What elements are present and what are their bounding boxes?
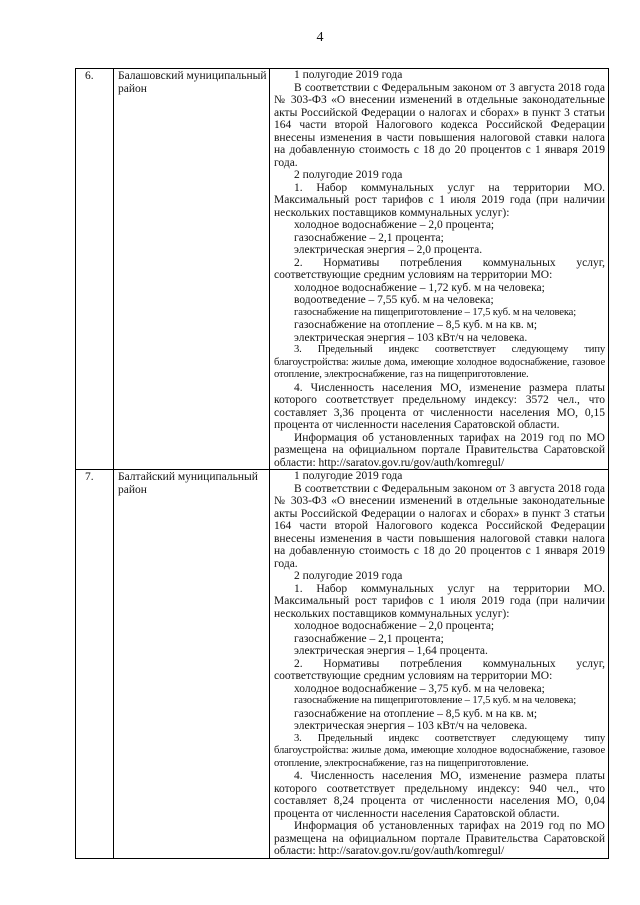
consumption-norm-item: газоснабжение на отопление – 8,5 куб. м на кв. м; bbox=[294, 319, 538, 331]
half-year-2-heading: 2 полугодие 2019 года bbox=[294, 570, 403, 582]
consumption-norm-item: электрическая энергия – 103 кВт/ч на человека. bbox=[294, 331, 528, 344]
tariff-growth-item: электрическая энергия – 1,64 процента. bbox=[294, 645, 488, 657]
table-row bbox=[76, 69, 609, 470]
consumption-norm-item: газоснабжение на отопление – 8,5 куб. м на кв. м; bbox=[294, 707, 538, 720]
tariff-info-cell bbox=[270, 470, 609, 859]
tariff-info-cell bbox=[270, 69, 609, 470]
half-year-1-heading: 1 полугодие 2019 года bbox=[294, 470, 403, 482]
consumption-norm-item: электрическая энергия – 103 кВт/ч на человека. bbox=[294, 720, 528, 732]
row-number-cell bbox=[76, 69, 114, 470]
region-cell bbox=[114, 69, 270, 470]
row-number-cell bbox=[76, 470, 114, 859]
consumption-norm-item: холодное водоснабжение – 1,72 куб. м на человека; bbox=[294, 281, 545, 294]
row-number: 6. bbox=[85, 70, 94, 82]
half-year-2-heading: 2 полугодие 2019 года bbox=[294, 169, 403, 181]
consumption-norm-item: водоотведение – 7,55 куб. м на человека; bbox=[294, 294, 494, 306]
population-paragraph: 4. Численность населения МО, изменение размера платы которого соответствует предельному индексу: 3572 чел., что составляет 3,36 процента от численности населения МО, 0,15 процента от численности населения Саратовской области. bbox=[274, 381, 605, 431]
tariff-growth-item: газоснабжение – 2,1 процента; bbox=[294, 231, 444, 244]
tariff-portal-paragraph: Информация об установленных тарифах на 2019 год по МО размещена на официальном портале Правительства Саратовской области: http://saratov.gov.ru/gov/auth/komregul/ bbox=[274, 820, 605, 857]
half-year-1-heading: 1 полугодие 2019 года bbox=[294, 69, 403, 81]
tariff-growth-item: электрическая энергия – 2,0 процента. bbox=[294, 244, 483, 256]
municipal-tariffs-table bbox=[75, 68, 609, 859]
page-number: 4 bbox=[316, 30, 324, 45]
consumption-norms-paragraph: 2. Нормативы потребления коммунальных услуг, соответствующие средним условиям на территории МО: bbox=[274, 256, 605, 281]
utility-set-paragraph: 1. Набор коммунальных услуг на территории МО. Максимальный рост тарифов с 1 июля 2019 года (при наличии нескольких поставщиков коммунальных услуг): bbox=[274, 582, 605, 620]
tariff-growth-item: холодное водоснабжение – 2,0 процента; bbox=[294, 219, 495, 231]
table-row bbox=[76, 470, 609, 859]
tariff-info bbox=[270, 470, 608, 858]
vat-change-paragraph: В соответствии с Федеральным законом от 3 августа 2018 года № 303-ФЗ «О внесении изменений в отдельные законодательные акты Российской Федерации о налогах и сборах» в пункт 3 статьи 164 части второй Налогового кодекса Российской Федерации внесены изменения в части повышения налоговой ставки налога на добавленную стоимость с 18 до 20 процентов с 1 января 2019 года. bbox=[274, 482, 605, 570]
consumption-norms-paragraph: 2. Нормативы потребления коммунальных услуг, соответствующие средним условиям на территории МО: bbox=[274, 657, 605, 682]
tariff-info bbox=[270, 69, 608, 469]
consumption-norm-item: газоснабжение на пищеприготовление – 17,5 куб. м на человека; bbox=[294, 306, 577, 318]
tariff-growth-item: холодное водоснабжение – 2,0 процента; bbox=[294, 620, 495, 632]
tariff-growth-item: газоснабжение – 2,1 процента; bbox=[294, 632, 444, 645]
index-type-paragraph: 3. Предельный индекс соответствует следующему типу благоустройства: жилые дома, имеющие холодное водоснабжение, газовое отопление, электроснабжение, газ на пищеприготовление. bbox=[274, 732, 605, 769]
tariff-portal-paragraph: Информация об установленных тарифах на 2019 год по МО размещена на официальном портале Правительства Саратовской области: http://saratov.gov.ru/gov/auth/komregul/ bbox=[274, 431, 605, 469]
vat-change-paragraph: В соответствии с Федеральным законом от 3 августа 2018 года № 303-ФЗ «О внесении изменений в отдельные законодательные акты Российской Федерации о налогах и сборах» в пункт 3 статьи 164 части второй Налогового кодекса Российской Федерации внесены изменения в части повышения налоговой ставки налога на добавленную стоимость с 18 до 20 процентов с 1 января 2019 года. bbox=[274, 81, 605, 169]
consumption-norm-item: холодное водоснабжение – 3,75 куб. м на человека; bbox=[294, 682, 545, 695]
row-number: 7. bbox=[85, 471, 94, 483]
region-cell bbox=[114, 470, 270, 859]
index-type-paragraph: 3. Предельный индекс соответствует следующему типу благоустройства: жилые дома, имеющие холодное водоснабжение, газовое отопление, электроснабжение, газ на пищеприготовление. bbox=[274, 344, 605, 380]
region-name: Балашовский муниципальный район bbox=[118, 70, 267, 95]
utility-set-paragraph: 1. Набор коммунальных услуг на территории МО. Максимальный рост тарифов с 1 июля 2019 года (при наличии нескольких поставщиков коммунальных услуг): bbox=[274, 181, 605, 219]
region-name: Балтайский муниципальный район bbox=[118, 471, 258, 496]
population-paragraph: 4. Численность населения МО, изменение размера платы которого соответствует предельному индексу: 940 чел., что составляет 8,24 процента от численности населения МО, 0,04 процента от численности населения Саратовской области. bbox=[274, 770, 605, 820]
consumption-norm-item: газоснабжение на пищеприготовление – 17,5 куб. м на человека; bbox=[294, 695, 577, 706]
